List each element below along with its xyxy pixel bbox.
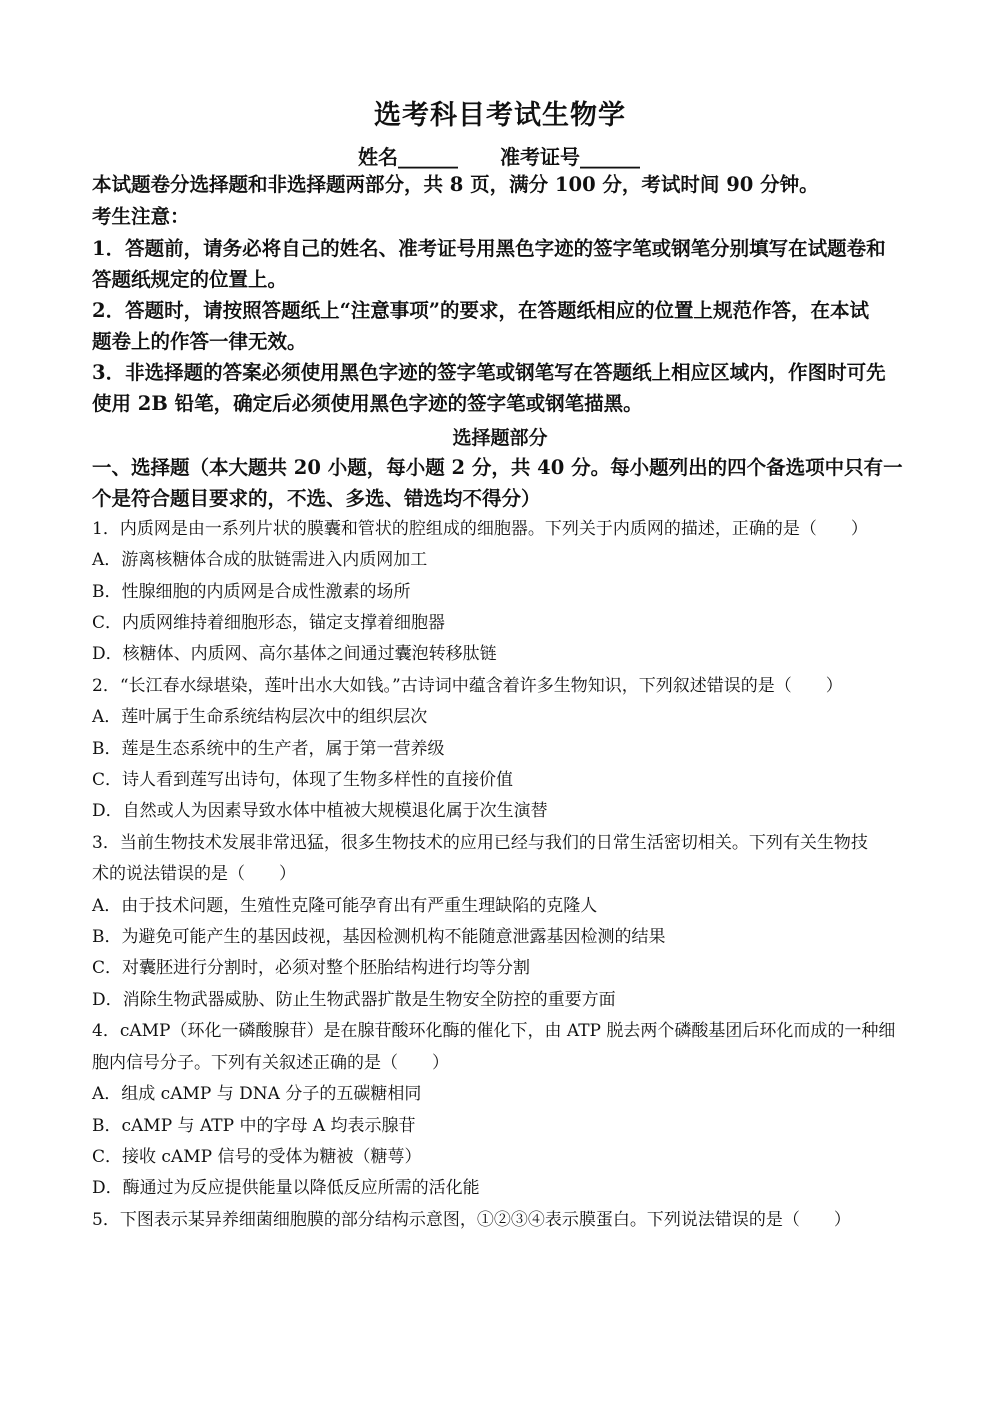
question-4-option-d: D．酶通过为反应提供能量以降低反应所需的活化能 xyxy=(92,1178,480,1198)
exam-intro: 本试题卷分选择题和非选择题两部分，共 8 页，满分 100 分，考试时间 90 分钟。 xyxy=(92,173,819,196)
note-2-line-2: 题卷上的作答一律无效。 xyxy=(92,330,307,353)
question-1-option-c: C．内质网维持着细胞形态，锚定支撑着细胞器 xyxy=(92,613,446,633)
notes-heading: 考生注意： xyxy=(92,205,190,228)
question-1-option-b: B．性腺细胞的内质网是合成性激素的场所 xyxy=(92,582,411,602)
question-2-option-a: A．莲叶属于生命系统结构层次中的组织层次 xyxy=(92,707,428,727)
question-2-stem: 2．“长江春水绿堪染，莲叶出水大如钱。”古诗词中蕴含着许多生物知识，下列叙述错误的是（ ） xyxy=(92,676,843,696)
note-3-line-2: 使用 2B 铅笔，确定后必须使用黑色字迹的签字笔或钢笔描黑。 xyxy=(92,392,643,415)
question-3-option-d: D．消除生物武器威胁、防止生物武器扩散是生物安全防控的重要方面 xyxy=(92,990,616,1010)
question-4-stem-continued: 胞内信号分子。下列有关叙述正确的是（ ） xyxy=(92,1053,449,1073)
question-3-option-c: C．对囊胚进行分割时，必须对整个胚胎结构进行均等分割 xyxy=(92,958,531,978)
section-instructions-line-2: 个是符合题目要求的，不选、多选、错选均不得分） xyxy=(92,487,541,510)
question-2-option-b: B．莲是生态系统中的生产者，属于第一营养级 xyxy=(92,739,445,759)
name-field: 姓名______ xyxy=(358,145,458,169)
note-1-line-1: 1．答题前，请务必将自己的姓名、准考证号用黑色字迹的签字笔或钢笔分别填写在试题卷和 xyxy=(92,237,886,260)
candidate-info xyxy=(358,141,640,170)
question-4-option-a: A．组成 cAMP 与 DNA 分子的五碳糖相同 xyxy=(92,1084,422,1104)
question-3-stem: 3．当前生物技术发展非常迅猛，很多生物技术的应用已经与我们的日常生活密切相关。下列有关生物技 xyxy=(92,833,868,853)
question-3-option-a: A．由于技术问题，生殖性克隆可能孕育出有严重生理缺陷的克隆人 xyxy=(92,896,598,916)
question-2-option-d: D．自然或人为因素导致水体中植被大规模退化属于次生演替 xyxy=(92,801,548,821)
question-2-option-c: C．诗人看到莲写出诗句，体现了生物多样性的直接价值 xyxy=(92,770,514,790)
note-1-line-2: 答题纸规定的位置上。 xyxy=(92,268,288,291)
question-1-stem: 1．内质网是由一系列片状的膜囊和管状的腔组成的细胞器。下列关于内质网的描述，正确的是（ ） xyxy=(92,519,868,539)
question-5-stem: 5．下图表示某异养细菌细胞膜的部分结构示意图，①②③④表示膜蛋白。下列说法错误的是（ ） xyxy=(92,1210,851,1230)
exam-id-field: 准考证号______ xyxy=(500,145,640,169)
note-3-line-1: 3．非选择题的答案必须使用黑色字迹的签字笔或钢笔写在答题纸上相应区域内，作图时可先 xyxy=(92,361,886,384)
section-instructions-line-1: 一、选择题（本大题共 20 小题，每小题 2 分，共 40 分。每小题列出的四个备选项中只有一 xyxy=(92,456,903,479)
question-1-option-a: A．游离核糖体合成的肽链需进入内质网加工 xyxy=(92,550,428,570)
question-3-stem-continued: 术的说法错误的是（ ） xyxy=(92,864,296,884)
question-3-option-b: B．为避免可能产生的基因歧视，基因检测机构不能随意泄露基因检测的结果 xyxy=(92,927,666,947)
note-2-line-1: 2．答题时，请按照答题纸上“注意事项”的要求，在答题纸相应的位置上规范作答，在本试 xyxy=(92,299,870,322)
exam-title: 选考科目考试生物学 xyxy=(374,100,626,131)
section-title: 选择题部分 xyxy=(452,427,548,449)
question-4-option-b: B．cAMP 与 ATP 中的字母 A 均表示腺苷 xyxy=(92,1116,416,1136)
question-4-option-c: C．接收 cAMP 信号的受体为糖被（糖萼） xyxy=(92,1147,422,1167)
question-1-option-d: D．核糖体、内质网、高尔基体之间通过囊泡转移肽链 xyxy=(92,644,497,664)
question-4-stem: 4．cAMP（环化一磷酸腺苷）是在腺苷酸环化酶的催化下，由 ATP 脱去两个磷酸基团后环化而成的一种细 xyxy=(92,1021,896,1041)
